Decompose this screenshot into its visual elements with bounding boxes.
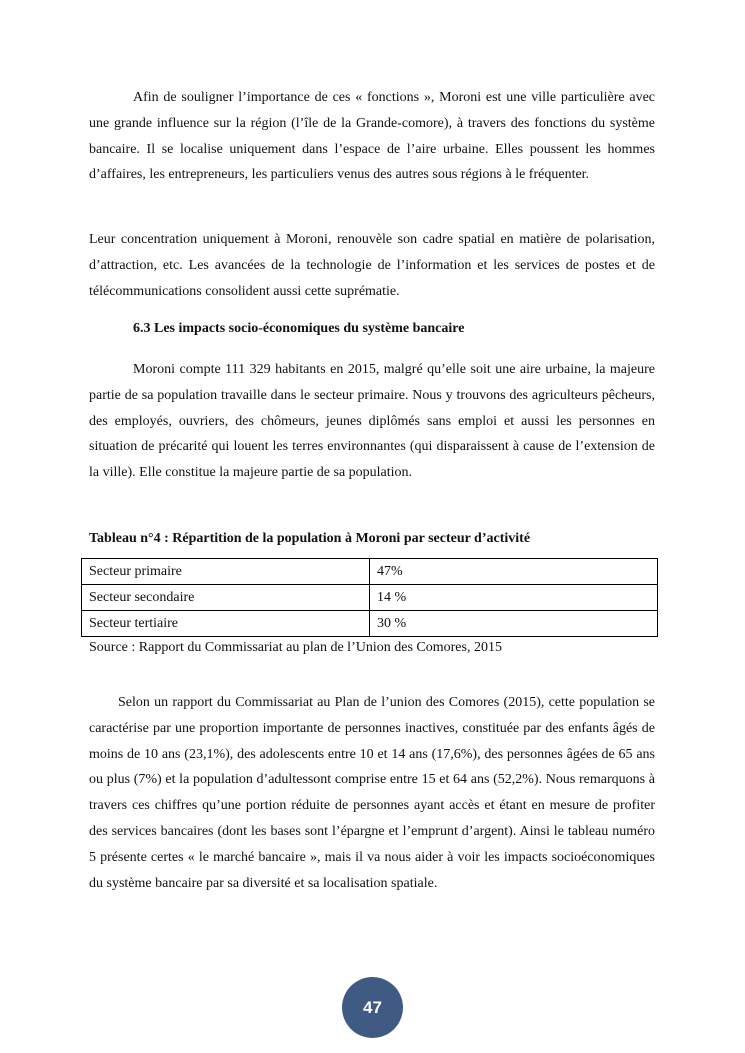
sector-cell: Secteur tertiaire <box>82 611 370 637</box>
paragraph-concentration: Leur concentration uniquement à Moroni, renouvèle son cadre spatial en matière de polarisation, d’attraction, etc. Les avancées de la technologie de l’information et les services de postes et de télécommunications consolident aussi cette suprématie. <box>89 232 655 299</box>
section-heading: 6.3 Les impacts socio-économiques du système bancaire <box>133 321 465 336</box>
share-cell: 14 % <box>370 585 658 611</box>
table-caption: Tableau n°4 : Répartition de la population à Moroni par secteur d’activité <box>89 531 531 546</box>
sector-table <box>81 558 658 637</box>
paragraph-population: Moroni compte 111 329 habitants en 2015, malgré qu’elle soit une aire urbaine, la majeure partie de sa population travaille dans le secteur primaire. Nous y trouvons des agriculteurs pêcheurs, des employés, ouvriers, des chômeurs, jeunes diplômés sans emploi et aussi les personnes en situation de précarité qui louent les terres environnantes (qui disparaissent à cause de l’extension de la ville). Elle constitue la majeure partie de sa population. <box>89 362 655 481</box>
page-number: 47 <box>363 997 382 1017</box>
table-row <box>82 585 658 611</box>
sector-cell: Secteur secondaire <box>82 585 370 611</box>
sector-cell: Secteur primaire <box>82 559 370 585</box>
table-source: Source : Rapport du Commissariat au plan de l’Union des Comores, 2015 <box>89 640 502 655</box>
share-cell: 47% <box>370 559 658 585</box>
page-number-badge <box>342 977 403 1038</box>
table-row <box>82 559 658 585</box>
paragraph-report: Selon un rapport du Commissariat au Plan de l’union des Comores (2015), cette population se caractérise par une proportion importante de personnes inactives, constituée par des enfants âgés de moins de 10 ans (23,1%), des adolescents entre 10 et 14 ans (17,6%), des personnes âgées de 65 ans ou plus (7%) et la population d’adultessont comprise entre 15 et 64 ans (52,2%). Nous remarquons à travers ces chiffres qu’une portion réduite de personnes ayant accès et étant en mesure de profiter des services bancaires (dont les bases sont l’épargne et l’emprunt d’argent). Ainsi le tableau numéro 5 présente certes « le marché bancaire », mais il va nous aider à voir les impacts socioéconomiques du système bancaire par sa diversité et sa localisation spatiale. <box>89 695 655 891</box>
table-row <box>82 611 658 637</box>
share-cell: 30 % <box>370 611 658 637</box>
paragraph-functions: Afin de souligner l’importance de ces « fonctions », Moroni est une ville particulière avec une grande influence sur la région (l’île de la Grande-comore), à travers des fonctions du système bancaire. Il se localise uniquement dans l’espace de l’aire urbaine. Elles poussent les hommes d’affaires, les entrepreneurs, les particuliers venus des autres sous régions à le fréquenter. <box>89 90 655 183</box>
